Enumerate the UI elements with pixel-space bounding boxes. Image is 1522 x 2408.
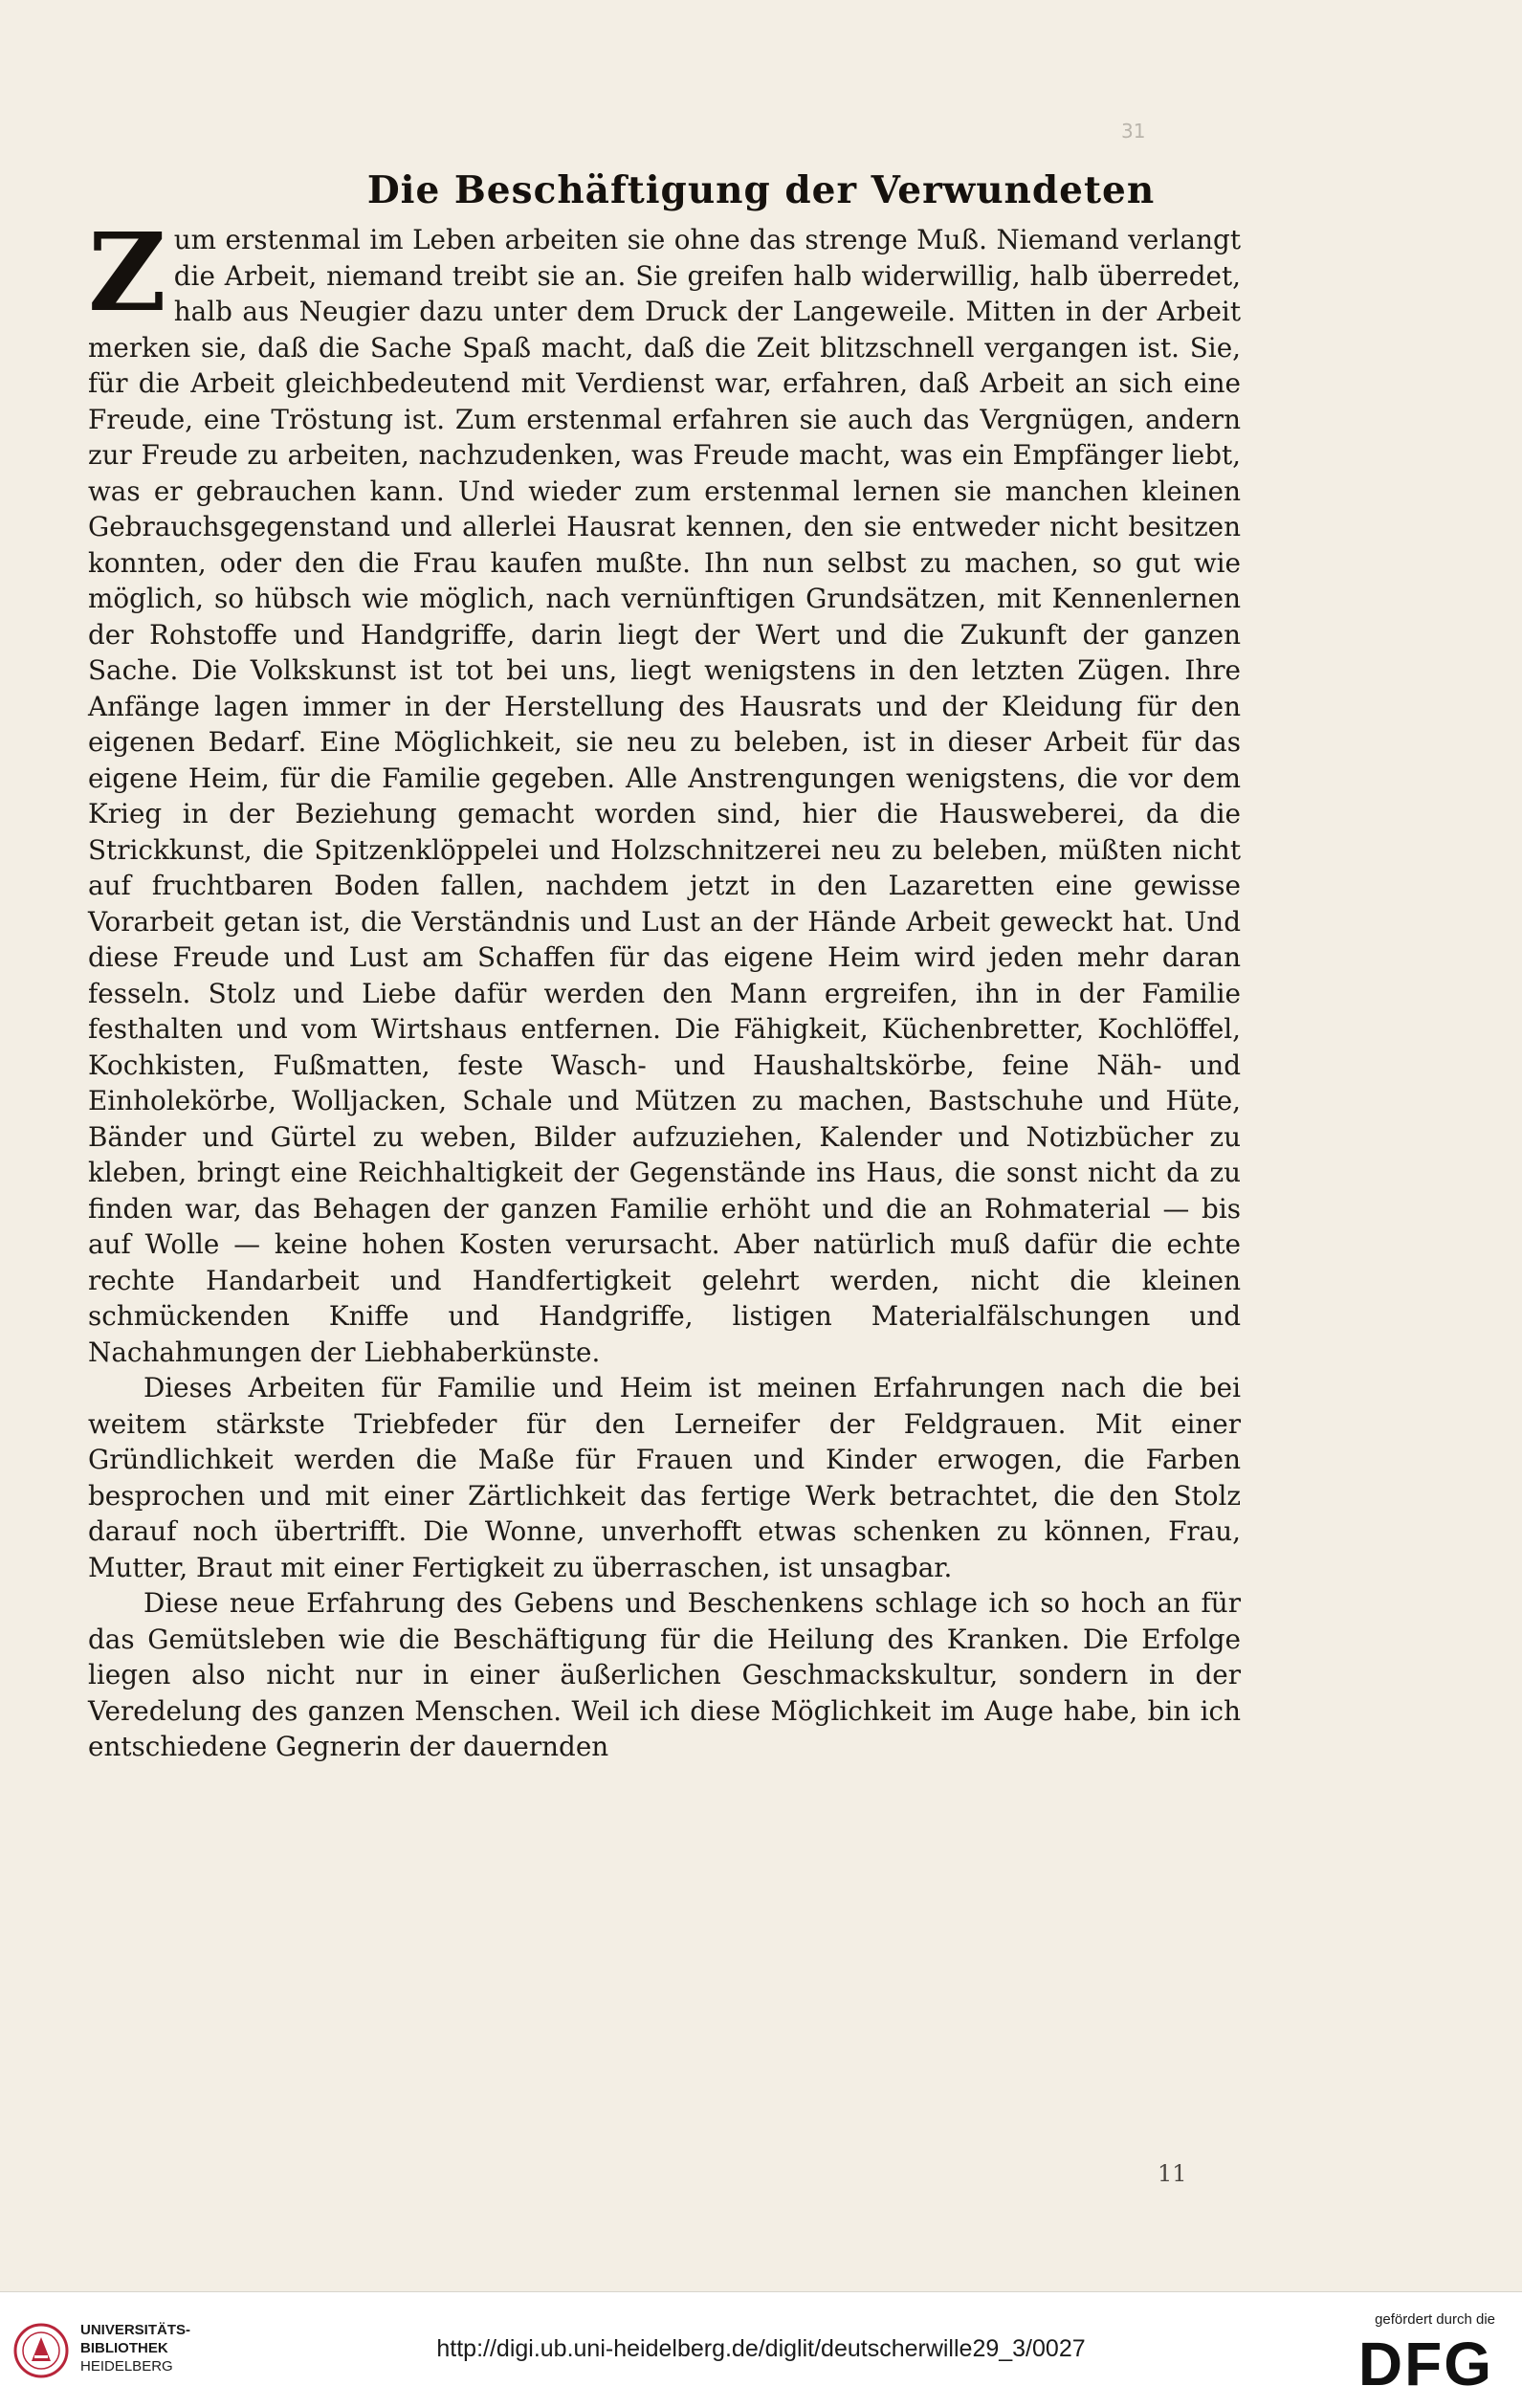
corner-mark: 31: [1121, 120, 1146, 143]
institution-line-2: BIBLIOTHEK: [80, 2340, 168, 2356]
page-marker: 11: [1158, 2160, 1187, 2187]
paragraph-3: Diese neue Erfahrung des Gebens und Beschenkens schlage ich so hoch an für das Gemütsleben wie die Beschäftigung für die Heilung des Kranken. Die Erfolge liegen also nicht nur in einer äußerlichen Geschmackskultur, sondern in der Veredelung des ganzen Menschen. Weil ich diese Möglichkeit im Auge habe, bin ich entschiedene Gegnerin der dauernden: [88, 1587, 1241, 1762]
page-title: Die Beschäftigung der Verwundeten: [366, 168, 1156, 213]
drop-cap: Z: [88, 210, 166, 336]
institution-line-1: UNIVERSITÄTS-: [80, 2322, 191, 2338]
footer-bar: [0, 2291, 1522, 2408]
dfg-logo: DFG: [1357, 2330, 1493, 2398]
institution-line-3: HEIDELBERG: [80, 2358, 173, 2375]
article-body: [88, 210, 1241, 1765]
paragraph-1: [88, 210, 1241, 1370]
funding-caption: gefördert durch die: [1375, 2311, 1495, 2328]
paragraph-1-text: um erstenmal im Leben arbeiten sie ohne das strenge Muß. Niemand verlangt die Arbeit, niemand treibt sie an. Sie greifen halb widerwillig, halb überredet, halb aus Neugier dazu unter dem Druck der Langeweile. Mitten in der Arbeit merken sie, daß die Sache Spaß macht, daß die Zeit blitzschnell vergangen ist. Sie, für die Arbeit gleichbedeutend mit Verdienst war, erfahren, daß Arbeit an sich eine Freude, eine Tröstung ist. Zum erstenmal erfahren sie auch das Vergnügen, andern zur Freude zu arbeiten, nachzudenken, was Freude macht, was ein Empfänger liebt, was er gebrauchen kann. Und wieder zum erstenmal lernen sie manchen kleinen Gebrauchsgegenstand und allerlei Hausrat kennen, den sie entweder nicht besitzen konnten, oder den die Frau kaufen mußte. Ihn nun selbst zu machen, so gut wie möglich, so hübsch wie möglich, nach vernünftigen Grundsätzen, mit Kennenlernen der Rohstoffe und Handgriffe, darin liegt der Wert und die Zukunft der ganzen Sache. Die Volkskunst ist tot bei uns, liegt wenigstens in den letzten Zügen. Ihre Anfänge lagen immer in der Herstellung des Hausrats und der Kleidung für den eigenen Bedarf. Eine Möglichkeit, sie neu zu beleben, ist in dieser Arbeit für das eigene Heim, für die Familie gegeben. Alle Anstrengungen wenigstens, die vor dem Krieg in der Beziehung gemacht worden sind, hier die Hausweberei, da die Strickkunst, die Spitzenklöppelei und Holzschnitzerei neu zu beleben, müßten nicht auf fruchtbaren Boden fallen, nachdem jetzt in den Lazaretten eine gewisse Vorarbeit getan ist, die Verständnis und Lust an der Hände Arbeit geweckt hat. Und diese Freude und Lust am Schaffen für das eigene Heim wird jeden mehr daran fesseln. Stolz und Liebe dafür werden den Mann ergreifen, ihn in der Familie festhalten und vom Wirtshaus entfernen. Die Fähigkeit, Küchenbretter, Kochlöffel, Kochkisten, Fußmatten, feste Wasch- und Haushaltskörbe, feine Näh- und Einholekörbe, Wolljacken, Schale und Mützen zu machen, Bastschuhe und Hüte, Bänder und Gürtel zu weben, Bilder aufzuziehen, Kalender und Notizbücher zu kleben, bringt eine Reichhaltigkeit der Gegenstände ins Haus, die sonst nicht da zu finden war, das Behagen der ganzen Familie erhöht und die an Rohmaterial — bis auf Wolle — keine hohen Kosten verursacht. Aber natürlich muß dafür die echte rechte Handarbeit und Handfertigkeit gelehrt werden, nicht die kleinen schmückenden Kniffe und Handgriffe, listigen Materialfälschungen und Nachahmungen der Liebhaberkünste.: [88, 224, 1241, 1368]
source-url[interactable]: http://digi.ub.uni-heidelberg.de/diglit/deutscherwille29_3/0027: [436, 2335, 1086, 2362]
paragraph-2: Dieses Arbeiten für Familie und Heim ist meinen Erfahrungen nach die bei weitem stärkste Triebfeder für den Lerneifer der Feldgrauen. Mit einer Gründlichkeit werden die Maße für Frauen und Kinder erwogen, die Farben besprochen und mit einer Zärtlichkeit das fertige Werk betrachtet, die den Stolz darauf noch übertrifft. Die Wonne, unverhofft etwas schenken zu können, Frau, Mutter, Braut mit einer Fertigkeit zu überraschen, ist unsagbar.: [88, 1372, 1241, 1583]
